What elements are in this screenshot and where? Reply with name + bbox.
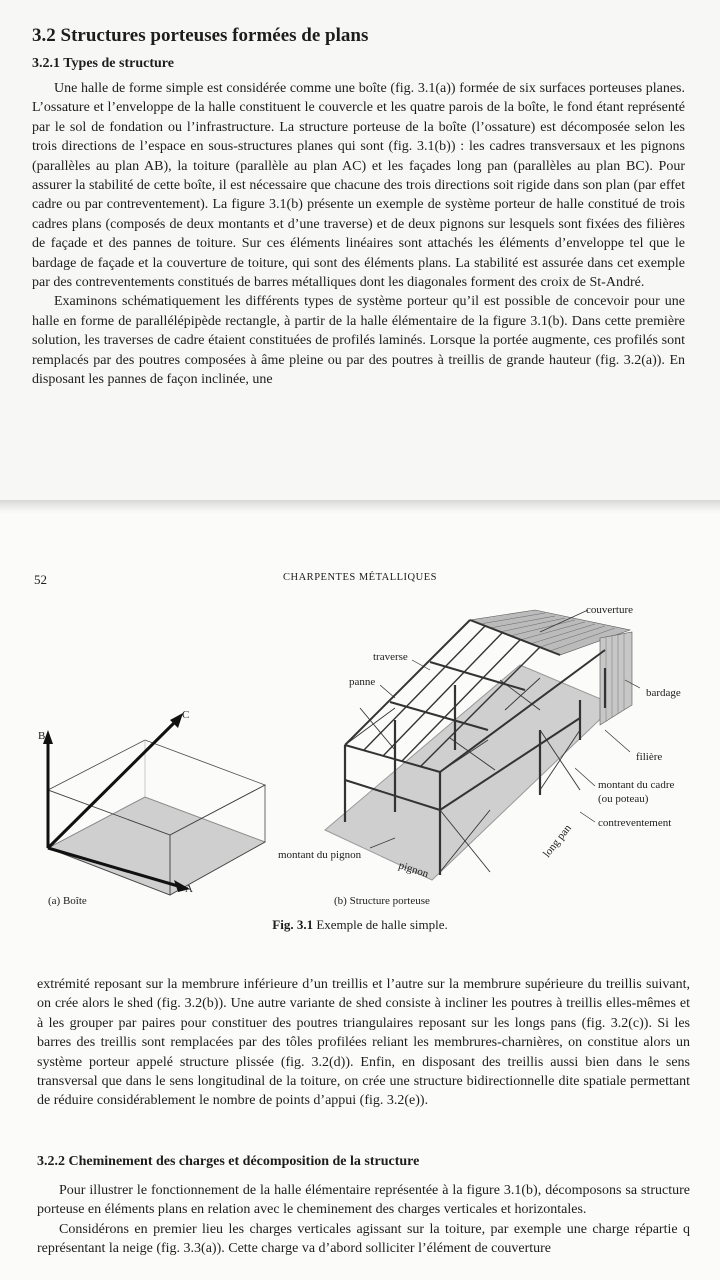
section-title: 3.2 Structures porteuses formées de plans: [32, 25, 369, 46]
label-bardage: bardage: [646, 687, 681, 699]
figure-3-1: [0, 590, 720, 920]
paragraph-2: Examinons schématiquement les différents types de système porteur qu’il est possible de concevoir pour une halle en forme de parallélépipède rectangle, à partir de la halle élémentaire de la figure 3.1(b). Dans cette première solution, les traverses de cadre étaient constituées de profilés laminés. Lorsque la portée augmente, ces profilés sont remplacés par des poutres composées à âme pleine ou par des poutres à treillis de grande hauteur (fig. 3.2(a)). En disposant les pannes de façon inclinée, une: [32, 294, 685, 388]
label-couverture: couverture: [586, 604, 634, 616]
label-filiere: filière: [636, 751, 663, 763]
caption-number: Fig. 3.1: [272, 917, 314, 932]
running-head: CHARPENTES MÉTALLIQUES: [283, 572, 437, 583]
subcaption-a: (a) Boîte: [48, 895, 87, 907]
axis-c-label: C: [182, 709, 190, 721]
figure-caption: [0, 917, 720, 933]
lower-text-block-2: [37, 1181, 690, 1259]
subcaption-b: (b) Structure porteuse: [334, 895, 430, 907]
paragraph-5: Considérons en premier lieu les charges verticales agissant sur la toiture, par exemple une charge répartie q représentant la neige (fig. 3.3(a)). Cette charge va d’abord solliciter l’élément de couverture: [37, 1221, 690, 1257]
subsection-title: 3.2.1 Types de structure: [32, 56, 174, 71]
label-long-pan: long pan: [540, 822, 574, 860]
page-gutter: [0, 500, 720, 514]
subsection2-title: 3.2.2 Cheminement des charges et décomposition de la structure: [37, 1154, 420, 1169]
label-pignon: pignon: [397, 859, 430, 881]
paragraph-4: Pour illustrer le fonctionnement de la halle élémentaire représentée à la figure 3.1(b), décomposons sa structure porteuse en éléments plans en relation avec le cheminement des charges verticales et horizontales.: [37, 1183, 690, 1218]
paragraph-3: extrémité reposant sur la membrure inférieure d’un treillis et l’autre sur la membrure supérieure du treillis suivant, on crée alors le shed (fig. 3.2(b)). Une autre variante de shed consiste à incliner les poutres à treillis elles-mêmes et à les grouper par paires pour constituer des poutres triangulaires reposant sur les longs pans (fig. 3.2(c)). Si les barres des treillis sont remplacées par des tôles profilées reliant les membrures-charnières, on constitue alors un système porteur appelé structure plissée (fig. 3.2(d)). Enfin, en disposant des treillis aussi bien dans le sens transversal que dans le sens longitudinal de la toiture, on crée une structure bidirectionnelle dite spatiale permettant de réduire considérablement le nombre de points d’appui (fig. 3.2(e)).: [37, 977, 690, 1109]
box-diagram: [38, 709, 265, 895]
page-number: 52: [34, 572, 47, 587]
axis-a-label: A: [185, 883, 193, 895]
label-traverse: traverse: [373, 651, 408, 663]
lower-text-block: [37, 975, 690, 1111]
label-poteau: (ou poteau): [598, 793, 649, 805]
label-contreventement: contreventement: [598, 817, 672, 829]
axis-b-label: B: [38, 730, 46, 742]
upper-text-block: [32, 79, 685, 390]
paragraph-1: Une halle de forme simple est considérée comme une boîte (fig. 3.1(a)) formée de six surfaces porteuses planes. L’ossature et l’enveloppe de la halle constituent le couvercle et les quatre parois de la boîte, le fond étant représenté par le sol de fondation ou l’infrastructure. La structure porteuse de la boîte (l’ossature) est décomposée selon les trois directions de l’espace en sous-structures planes qui sont (fig. 3.1(b)) : les cadres transversaux et les pignons (parallèles au plan AB), la toiture (parallèle au plan AC) et les façades long pan (parallèles au plan BC). Pour assurer la stabilité de cette boîte, il est nécessaire que chacune des trois directions soit rigide dans son plan (par effet cadre ou par contreventement). La figure 3.1(b) présente un exemple de système porteur de halle constitué de trois cadres plans (composés de deux montants et d’une traverse) et de deux pignons sur lesquels sont fixées des filières de façade et des pannes de toiture. Sur ces éléments linéaires sont attachés les éléments d’enveloppe tel que le bardage de façade et la couverture de toiture, qui sont des éléments plans. La stabilité est assurée dans cet exemple par des contreventements constitués de barres métalliques dont les diagonales forment des croix de St-André.: [32, 81, 685, 291]
label-montant-pignon: montant du pignon: [278, 849, 362, 861]
label-panne: panne: [349, 676, 376, 688]
caption-text: Exemple de halle simple.: [316, 917, 448, 932]
label-montant-cadre: montant du cadre: [598, 779, 675, 791]
structure-diagram: [278, 604, 681, 880]
